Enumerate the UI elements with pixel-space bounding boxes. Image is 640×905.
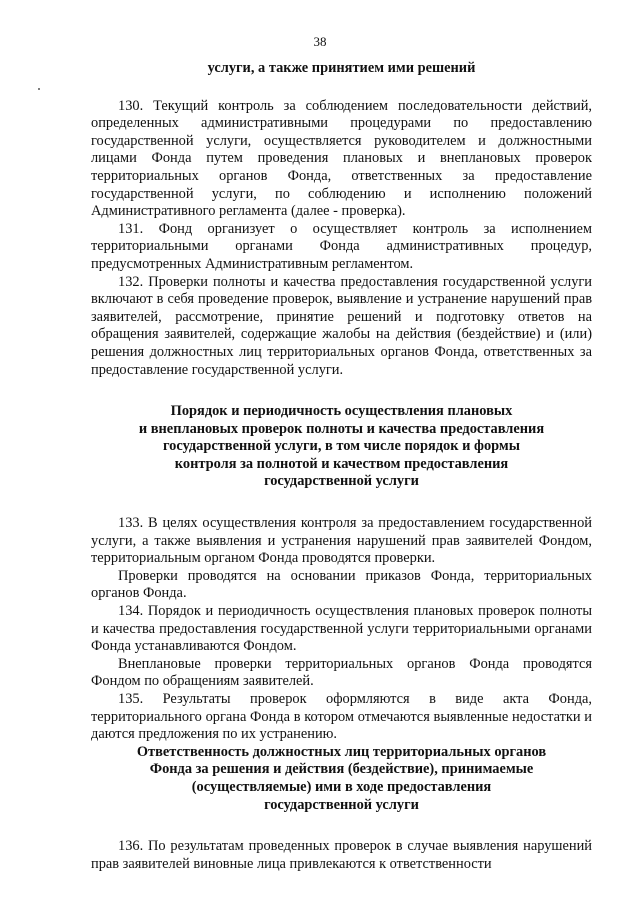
scan-speck: [38, 88, 40, 90]
paragraph-131: 131. Фонд организует о осуществляет контроль за исполнением территориальными органами Фонда административных процедур, предусмотренных Административным регламентом.: [91, 220, 592, 272]
section-heading-line: государственной услуги, в том числе порядок и формы: [163, 438, 520, 455]
paragraph-unscheduled-inspections: Внеплановые проверки территориальных органов Фонда проводятся Фондом по обращениям заявителей.: [91, 655, 592, 690]
section-heading-line: Ответственность должностных лиц территориальных органов: [136, 743, 547, 760]
paragraph-132: 132. Проверки полноты и качества предоставления государственной услуги включают в себя проведение проверок, выявление и устранение нарушений прав заявителей, рассмотрение, принятие решений и подготовку ответов на обращения заявителей, содержащие жалобы на действия (бездействие) и (или) решения должностных лиц территориальных органов Фонда, ответственных за предоставление государственной услуги.: [91, 273, 592, 378]
section-heading-line: контроля за полнотой и качеством предоставления: [174, 455, 509, 472]
paragraph-135: 135. Результаты проверок оформляются в виде акта Фонда, территориального органа Фонда в котором отмечаются выявленные недостатки и даются предложения по их устранению.: [91, 691, 592, 743]
paragraph-inspections-basis: Проверки проводятся на основании приказов Фонда, территориальных органов Фонда.: [91, 567, 592, 602]
section-heading-line: Порядок и периодичность осуществления плановых: [170, 403, 513, 420]
page-number: 38: [313, 34, 327, 49]
top-heading: услуги, а также принятием ими решений: [207, 60, 476, 76]
section-heading-line: и внеплановых проверок полноты и качества предоставления: [138, 420, 545, 437]
section-heading-responsibility: [91, 744, 592, 814]
paragraph-134: 134. Порядок и периодичность осуществления плановых проверок полноты и качества предоставления государственной услуги территориальными органами Фонда устанавливаются Фондом.: [91, 603, 592, 655]
section-heading-line: (осуществляемые) ими в ходе предоставления: [191, 778, 492, 795]
section-heading-line: государственной услуги: [264, 796, 419, 813]
section-heading-line: Фонда за решения и действия (бездействие), принимаемые: [149, 761, 534, 778]
paragraph-130: 130. Текущий контроль за соблюдением последовательности действий, определенных административными процедурами по предоставлению государственной услуги, осуществляется руководителем и должностными лицами Фонда путем проведения плановых и внеплановых проверок территориальных органов Фонда, ответственных за предоставление государственной услуги, по соблюдению и исполнению положений Административного регламента (далее - проверка).: [91, 97, 592, 220]
section-heading-line: государственной услуги: [264, 473, 419, 490]
page-content: [91, 60, 592, 873]
paragraph-136: 136. По результатам проведенных проверок в случае выявления нарушений прав заявителей виновные лица привлекаются к ответственности: [91, 838, 592, 872]
section-heading-inspections: [91, 403, 592, 491]
paragraph-133: 133. В целях осуществления контроля за предоставлением государственной услуги, а также выявления и устранения нарушений прав заявителей Фондом, территориальным органом Фонда проводятся проверки.: [91, 515, 592, 567]
